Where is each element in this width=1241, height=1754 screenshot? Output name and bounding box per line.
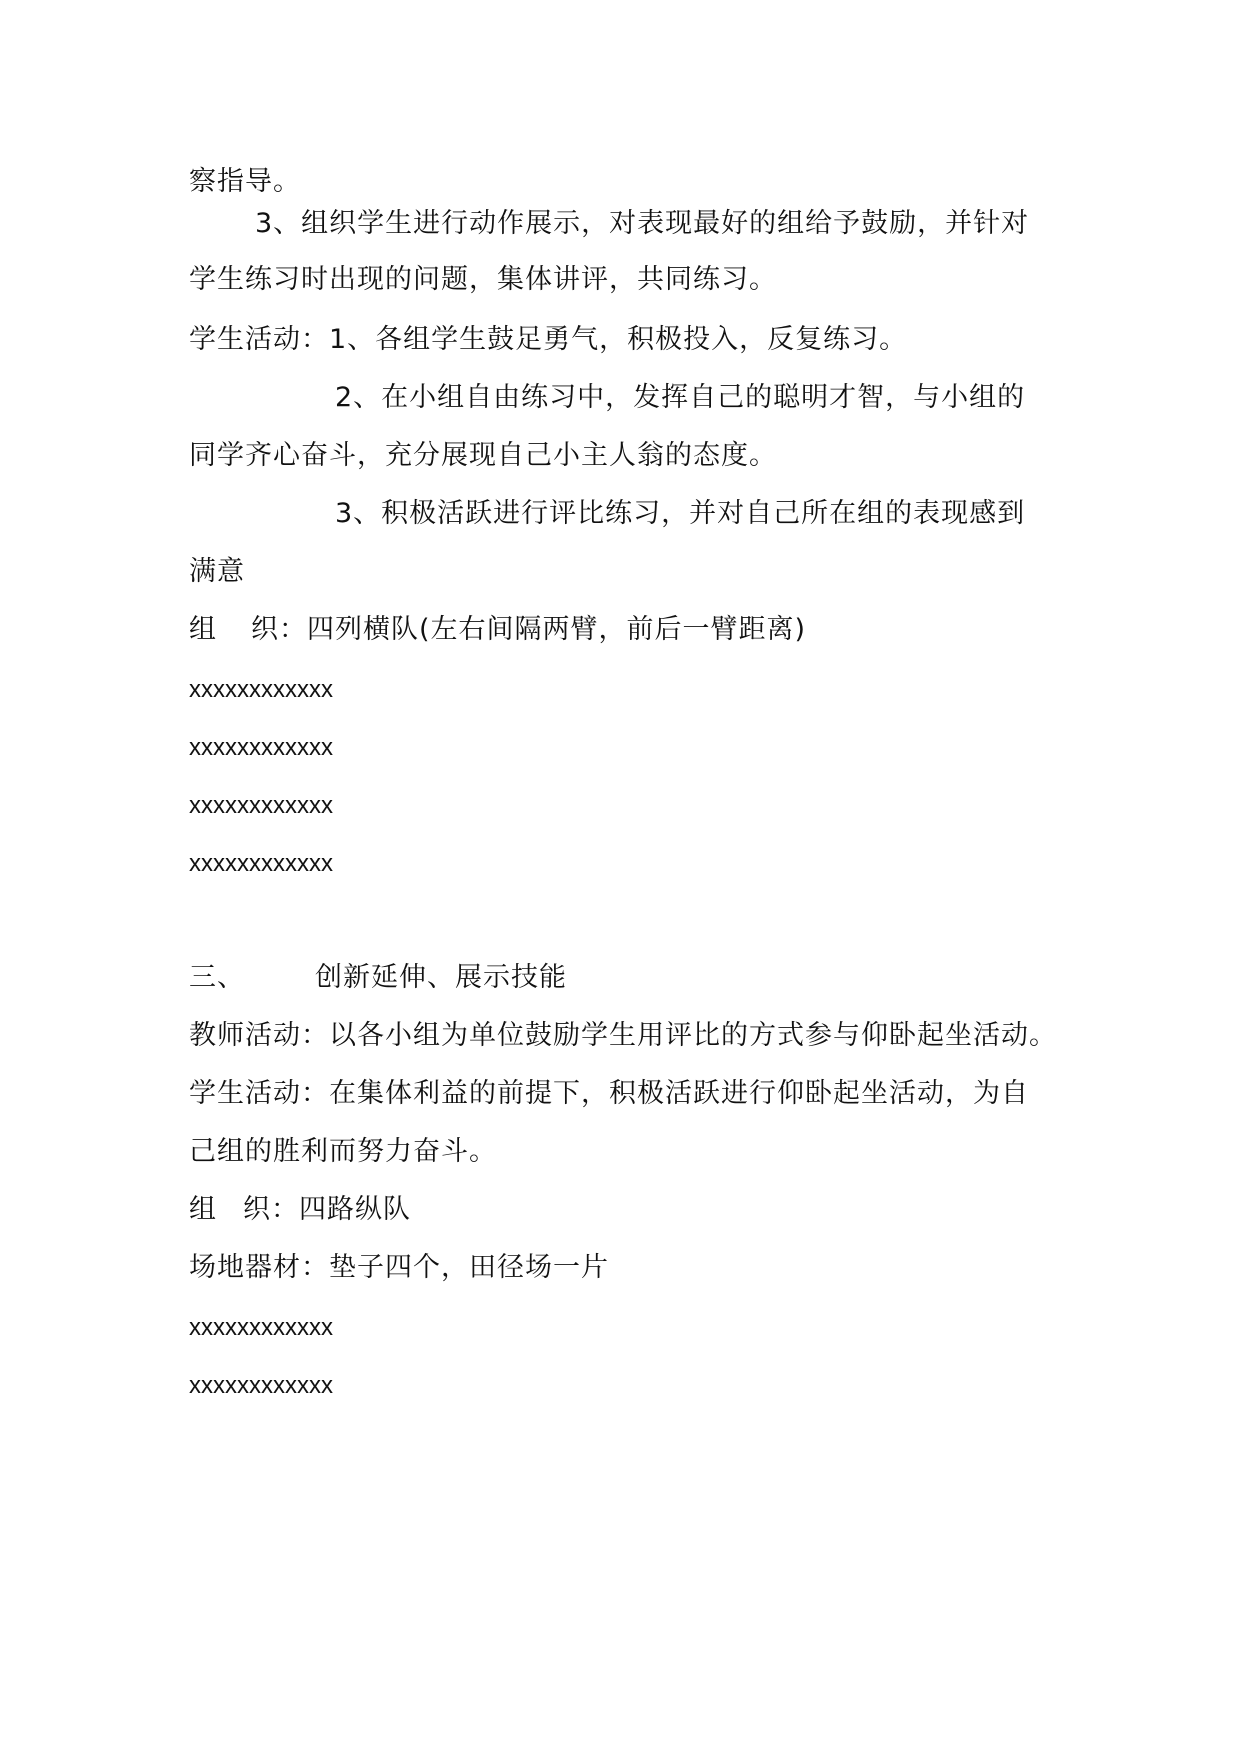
organization-line [189,1192,411,1228]
formation-row: xxxxxxxxxxxx [189,792,333,819]
paragraph-line: 同学齐心奋斗，充分展现自己小主人翁的态度。 [189,440,777,471]
organization-text: 织：四路纵队 [243,1194,411,1225]
paragraph-line: 察指导。 [189,166,301,197]
paragraph-line: 3、组织学生进行动作展示，对表现最好的组给予鼓励，并针对 [255,208,1030,239]
organization-label-char: 组 [189,1194,217,1225]
section-number: 三、 [189,962,245,993]
paragraph-line: 己组的胜利而努力奋斗。 [189,1136,497,1167]
formation-row: xxxxxxxxxxxx [189,1314,333,1341]
paragraph-line: 教师活动：以各小组为单位鼓励学生用评比的方式参与仰卧起坐活动。 [189,1020,1057,1051]
organization-label-char: 组 [189,614,217,645]
paragraph-line: 2、在小组自由练习中，发挥自己的聪明才智，与小组的 [335,382,1026,413]
paragraph-line: 学生活动：在集体利益的前提下，积极活跃进行仰卧起坐活动，为自 [189,1078,1029,1109]
organization-text: 织：四列横队(左右间隔两臂，前后一臂距离) [251,614,807,645]
paragraph-line: 满意 [189,556,245,587]
equipment-line: 场地器材：垫子四个，田径场一片 [189,1252,609,1283]
formation-row: xxxxxxxxxxxx [189,734,333,761]
formation-row: xxxxxxxxxxxx [189,676,333,703]
organization-line [189,612,806,648]
paragraph-line: 学生活动：1、各组学生鼓足勇气，积极投入，反复练习。 [189,324,908,355]
formation-row: xxxxxxxxxxxx [189,850,333,877]
paragraph-line: 3、积极活跃进行评比练习，并对自己所在组的表现感到 [335,498,1026,529]
section-title: 创新延伸、展示技能 [315,962,567,993]
formation-row: xxxxxxxxxxxx [189,1372,333,1399]
paragraph-line: 学生练习时出现的问题，集体讲评，共同练习。 [189,264,777,295]
section-heading [189,960,567,996]
